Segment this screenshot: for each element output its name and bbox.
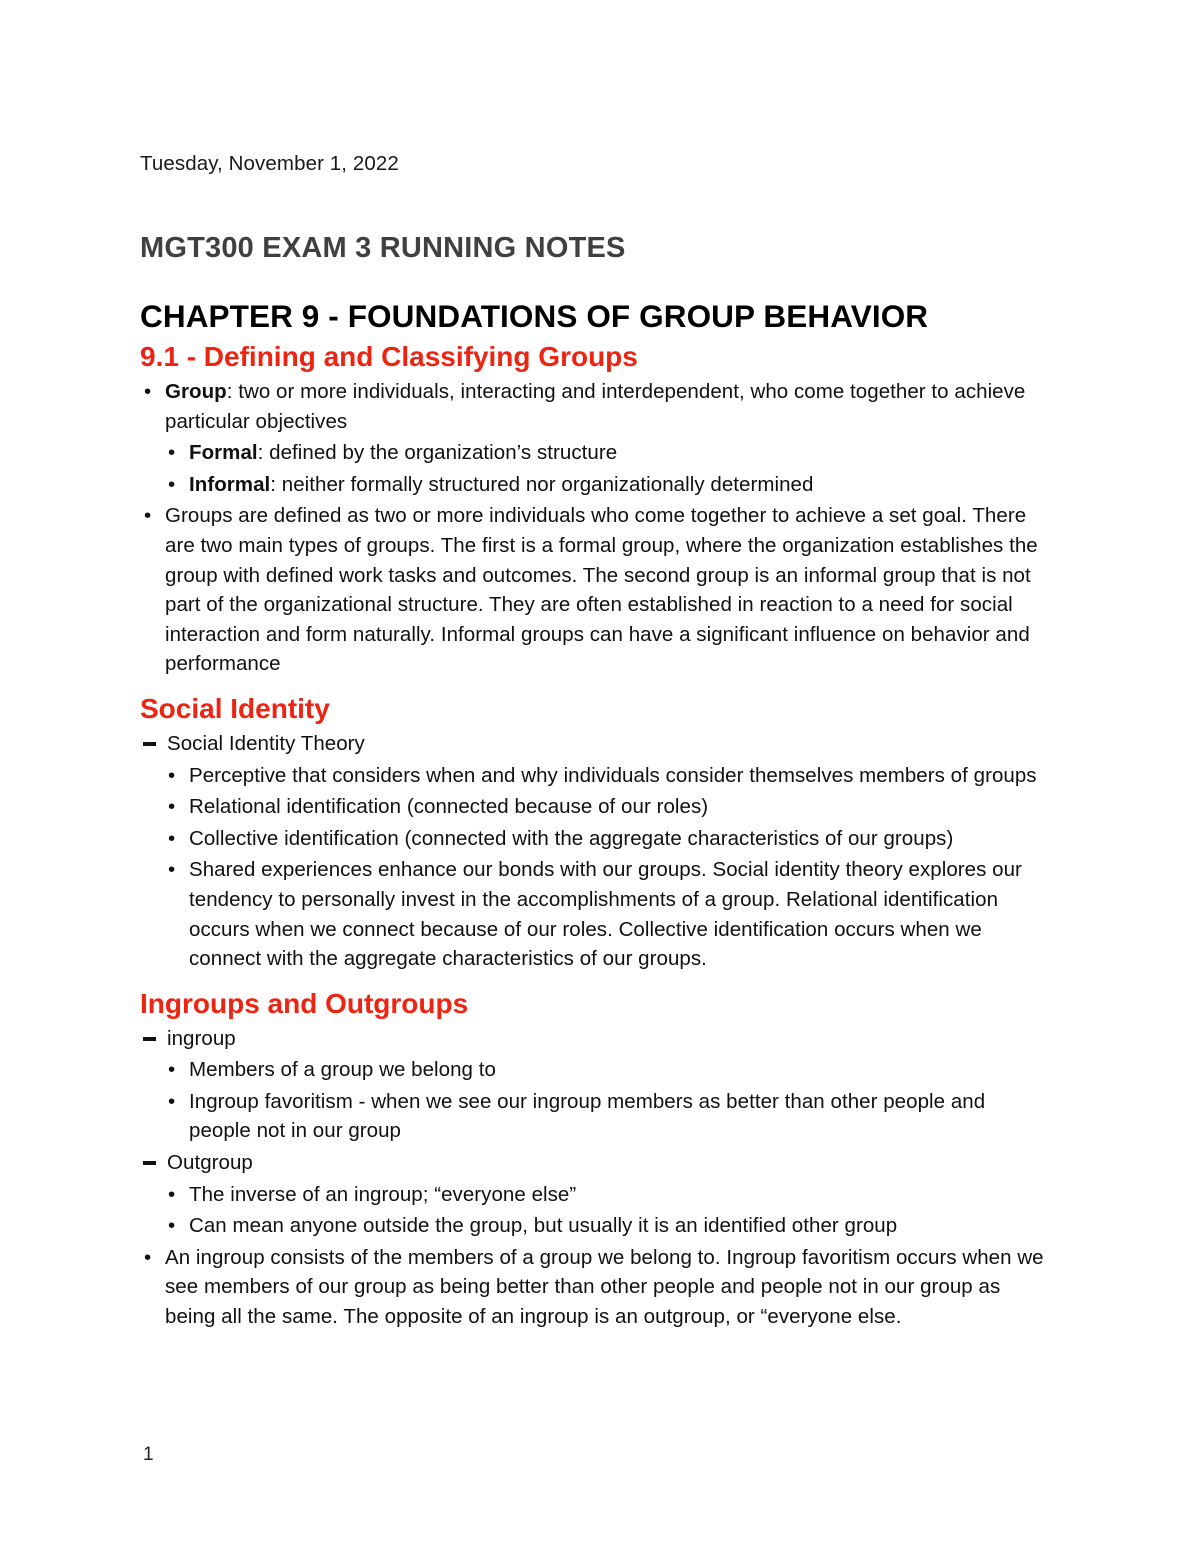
term-definition: : defined by the organization’s structure: [257, 441, 618, 465]
list-item: [142, 1243, 1050, 1332]
term-definition: : two or more individuals, interacting and interdependent, who come together to achieve particular objectives: [165, 380, 1026, 433]
list-social-identity: [140, 729, 1050, 974]
term-label: Social Identity Theory: [167, 731, 365, 755]
bullet-icon: •: [168, 472, 176, 496]
list-item: [166, 1087, 1050, 1146]
list-item: [166, 824, 1050, 854]
list-item: [166, 855, 1050, 973]
list-item: [166, 438, 1050, 468]
document-subtitle: MGT300 EXAM 3 RUNNING NOTES: [140, 232, 626, 264]
bullet-icon: •: [168, 1089, 176, 1113]
list-item: [142, 729, 1050, 759]
bullet-icon: •: [168, 858, 176, 882]
bullet-icon: •: [168, 1214, 176, 1238]
paragraph-text: Relational identification (connected because of our roles): [189, 795, 709, 819]
dash-bullet-icon: [143, 1037, 156, 1041]
paragraph-text: Groups are defined as two or more individuals who come together to achieve a set goal. There are two main types of groups. The first is a formal group, where the organization establishes the group with defined work tasks and outcomes. The second group is an informal group that is not part of the organizational structure. They are often established in reaction to a need for social interaction and form naturally. Informal groups can have a significant influence on behavior and performance: [165, 504, 1038, 676]
list-item: [142, 377, 1050, 436]
paragraph-text: Can mean anyone outside the group, but usually it is an identified other group: [189, 1214, 898, 1238]
document-content: [140, 150, 1050, 1332]
list-item: [166, 761, 1050, 791]
list-item: [166, 792, 1050, 822]
list-defining-groups: [140, 377, 1050, 679]
section-heading-social-identity: Social Identity: [140, 692, 330, 724]
term-label: Outgroup: [167, 1151, 253, 1175]
dash-bullet-icon: [143, 1161, 156, 1165]
list-item: [166, 470, 1050, 500]
page-number: 1: [143, 1444, 154, 1465]
paragraph-text: Members of a group we belong to: [189, 1058, 496, 1082]
dash-bullet-icon: [143, 742, 156, 746]
paragraph-text: Ingroup favoritism - when we see our ingroup members as better than other people and people not in our group: [189, 1089, 986, 1143]
paragraph-text: Perceptive that considers when and why individuals consider themselves members of groups: [189, 763, 1037, 787]
bullet-icon: •: [168, 826, 176, 850]
term-label: Group: [165, 380, 227, 403]
section-heading-defining-groups: 9.1 - Defining and Classifying Groups: [140, 341, 638, 372]
bullet-icon: •: [144, 504, 152, 528]
document-date: Tuesday, November 1, 2022: [140, 152, 399, 175]
bullet-icon: •: [168, 441, 176, 465]
term-definition: : neither formally structured nor organizationally determined: [270, 472, 814, 496]
paragraph-text: Shared experiences enhance our bonds with our groups. Social identity theory explores our tendency to personally invest in the accomplishments of a group. Relational identification occurs when we connect because of our roles. Collective identification occurs when we connect with the aggregate characteristics of our groups.: [189, 858, 1022, 971]
term-label: Formal: [189, 441, 258, 465]
term-label: ingroup: [167, 1026, 236, 1050]
bullet-icon: •: [168, 1058, 176, 1082]
list-ingroups-outgroups: [140, 1024, 1050, 1332]
bullet-icon: •: [144, 1245, 152, 1269]
chapter-title: CHAPTER 9 - FOUNDATIONS OF GROUP BEHAVIOR: [140, 298, 929, 334]
bullet-icon: •: [168, 1182, 176, 1206]
list-item: [166, 1180, 1050, 1210]
paragraph-text: An ingroup consists of the members of a group we belong to. Ingroup favoritism occurs when we see members of our group as being better than other people and people not in our group as being all the same. The opposite of an ingroup is an outgroup, or “everyone else.: [165, 1245, 1044, 1329]
list-item: [166, 1055, 1050, 1085]
term-label: Informal: [189, 472, 271, 496]
list-item: [166, 1211, 1050, 1241]
bullet-icon: •: [168, 763, 176, 787]
section-heading-ingroups-outgroups: Ingroups and Outgroups: [140, 987, 469, 1019]
bullet-icon: •: [168, 795, 176, 819]
list-item: [142, 501, 1050, 679]
list-item: [142, 1148, 1050, 1178]
paragraph-text: Collective identification (connected with the aggregate characteristics of our groups): [189, 826, 954, 850]
list-item: [142, 1024, 1050, 1054]
paragraph-text: The inverse of an ingroup; “everyone else”: [189, 1182, 577, 1206]
bullet-icon: •: [144, 380, 152, 403]
